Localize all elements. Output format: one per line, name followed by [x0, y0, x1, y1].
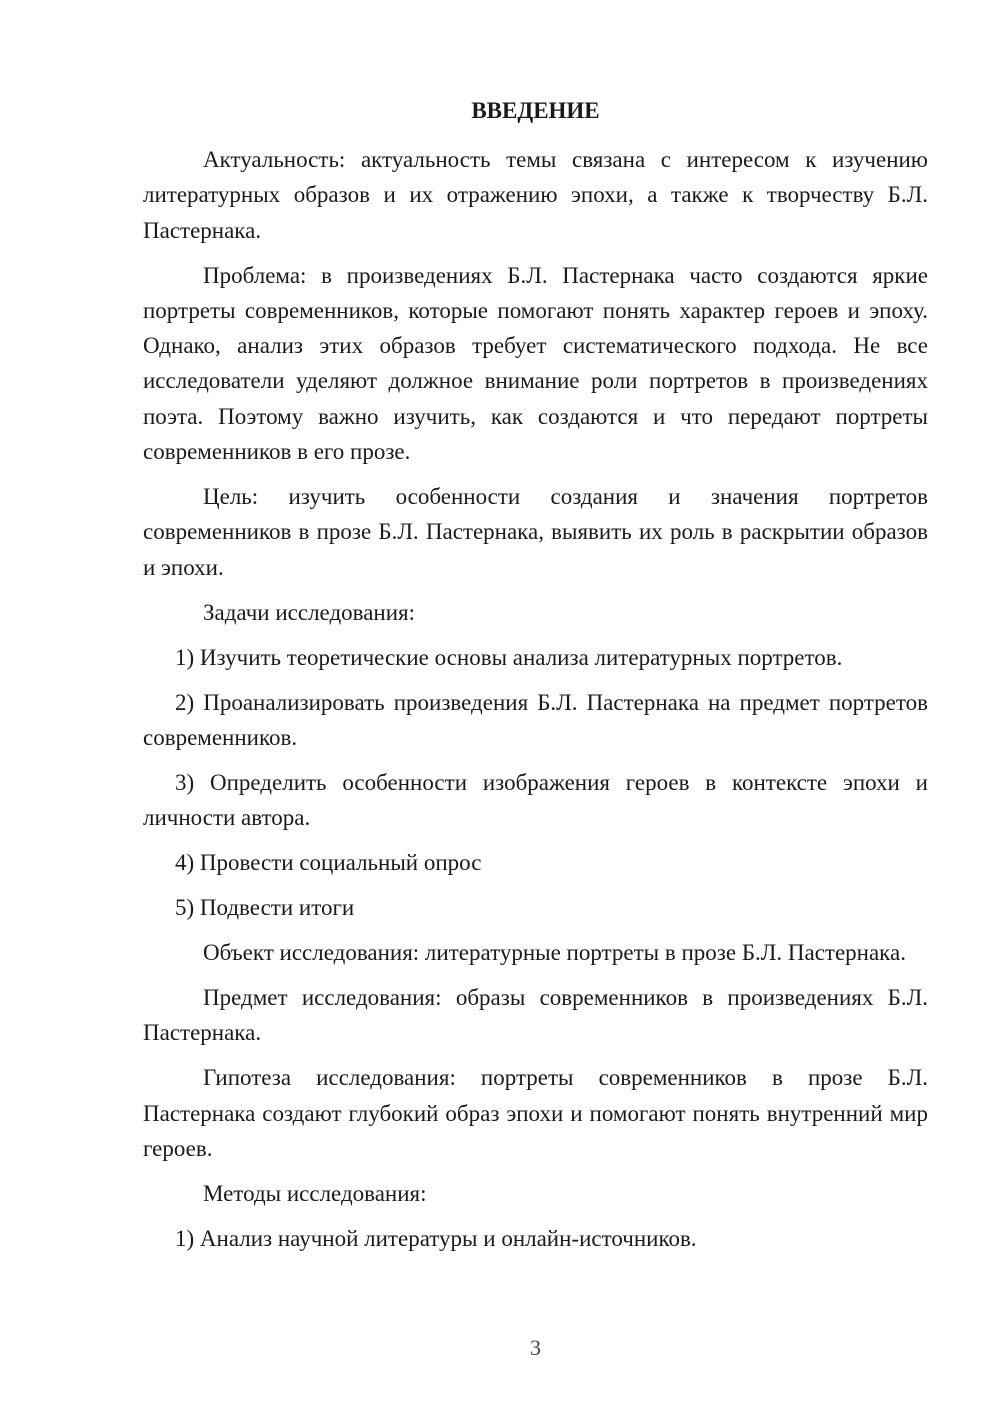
task-item-2: 2) Проанализировать произведения Б.Л. Пастернака на предмет портретов современников.	[143, 689, 928, 750]
paragraph-hypothesis: Гипотеза исследования: портреты современников в прозе Б.Л. Пастернака создают глубокий образ эпохи и помогают понять внутренний мир героев.	[143, 1065, 928, 1161]
paragraph-subject: Предмет исследования: образы современников в произведениях Б.Л. Пастернака.	[143, 985, 928, 1046]
paragraph-relevance: Актуальность: актуальность темы связана с интересом к изучению литературных образов и их отражению эпохи, а также к творчеству Б.Л. Пастернака.	[143, 147, 928, 243]
page-number: 3	[530, 1335, 541, 1360]
method-item-1: 1) Анализ научной литературы и онлайн-источников.	[175, 1225, 697, 1251]
document-body	[143, 142, 928, 1266]
paragraph-tasks-heading: Задачи исследования:	[203, 599, 416, 625]
task-item-3: 3) Определить особенности изображения героев в контексте эпохи и личности автора.	[143, 769, 928, 831]
task-item-1: 1) Изучить теоретические основы анализа литературных портретов.	[175, 644, 843, 670]
paragraph-methods-heading: Методы исследования:	[203, 1180, 427, 1206]
document-page	[143, 0, 928, 1414]
paragraph-problem: Проблема: в произведениях Б.Л. Пастернака часто создаются яркие портреты современников, которые помогают понять характер героев и эпоху. Однако, анализ этих образов требует систематического подхода. Не все исследователи уделяют должное внимание роли портретов в произведениях поэта. Поэтому важно изучить, как создаются и что передают портреты современников в его прозе.	[143, 262, 928, 465]
page-title: ВВЕДЕНИЕ	[471, 98, 600, 123]
paragraph-goal: Цель: изучить особенности создания и значения портретов современников в прозе Б.Л. Пастернака, выявить их роль в раскрытии образов и эпохи.	[143, 484, 928, 580]
task-item-4: 4) Провести социальный опрос	[175, 850, 482, 876]
task-item-5: 5) Подвести итоги	[175, 895, 355, 921]
paragraph-object: Объект исследования: литературные портреты в прозе Б.Л. Пастернака.	[203, 940, 906, 966]
